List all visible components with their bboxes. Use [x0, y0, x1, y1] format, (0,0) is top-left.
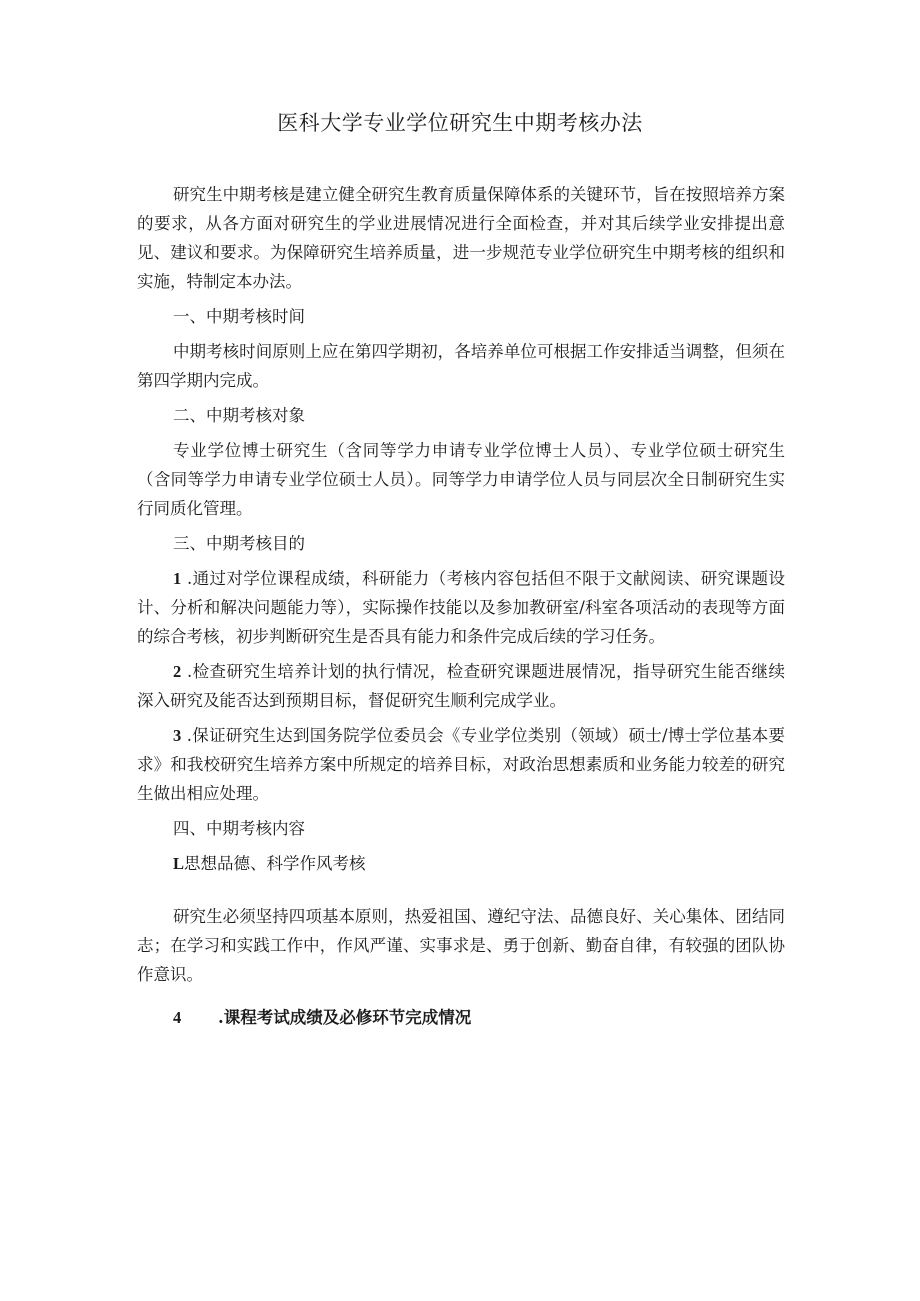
item-number: 2	[173, 662, 182, 681]
subheading-number: L	[173, 854, 185, 873]
section-3-heading: 三、中期考核目的	[173, 534, 305, 553]
section-3-item	[137, 657, 785, 715]
item-text: .保证研究生达到国务院学位委员会《专业学位类别（领域）硕士/博士学位基本要求》和我校研究生培养方案中所规定的培养目标，对政治思想素质和业务能力较差的研究生做出相应处理。	[137, 726, 785, 803]
document-body	[137, 180, 785, 1032]
section-4-subheading-2	[137, 1003, 785, 1032]
section-2-heading: 二、中期考核对象	[173, 406, 305, 425]
subheading-number: 4	[173, 1008, 182, 1027]
item-number: 1	[173, 569, 182, 588]
section-4-text: 研究生必须坚持四项基本原则，热爱祖国、遵纪守法、品德良好、关心集体、团结同志；在学习和实践工作中，作风严谨、实事求是、勇于创新、勤奋自律，有较强的团队协作意识。	[137, 907, 785, 984]
item-text: .检查研究生培养计划的执行情况，检查研究课题进展情况，指导研究生能否继续深入研究及能否达到预期目标，督促研究生顺利完成学业。	[137, 662, 785, 710]
section-3-item	[137, 721, 785, 808]
section-4-heading: 四、中期考核内容	[173, 819, 305, 838]
subheading-label: 思想品德、科学作风考核	[184, 854, 366, 873]
section-1-heading: 一、中期考核时间	[173, 307, 305, 326]
item-number: 3	[173, 726, 182, 745]
intro-paragraph: 研究生中期考核是建立健全研究生教育质量保障体系的关键环节，旨在按照培养方案的要求，从各方面对研究生的学业进展情况进行全面检查，并对其后续学业安排提出意见、建议和要求。为保障研究生培养质量，进一步规范专业学位研究生中期考核的组织和实施，特制定本办法。	[137, 185, 785, 291]
item-text: .通过对学位课程成绩，科研能力（考核内容包括但不限于文献阅读、研究课题设计、分析和解决问题能力等），实际操作技能以及参加教研室/科室各项活动的表现等方面的综合考核，初步判断研究生是否具有能力和条件完成后续的学习任务。	[137, 569, 785, 646]
document-title: 医科大学专业学位研究生中期考核办法	[277, 111, 643, 135]
section-1-text: 中期考核时间原则上应在第四学期初，各培养单位可根据工作安排适当调整，但须在第四学期内完成。	[137, 342, 785, 390]
section-2-text: 专业学位博士研究生（含同等学力申请专业学位博士人员）、专业学位硕士研究生（含同等学力申请专业学位硕士人员）。同等学力申请学位人员与同层次全日制研究生实行同质化管理。	[137, 441, 785, 518]
section-3-item	[137, 564, 785, 651]
subheading-label: .课程考试成绩及必修环节完成情况	[217, 1008, 472, 1027]
section-4-subheading-1	[137, 849, 785, 878]
